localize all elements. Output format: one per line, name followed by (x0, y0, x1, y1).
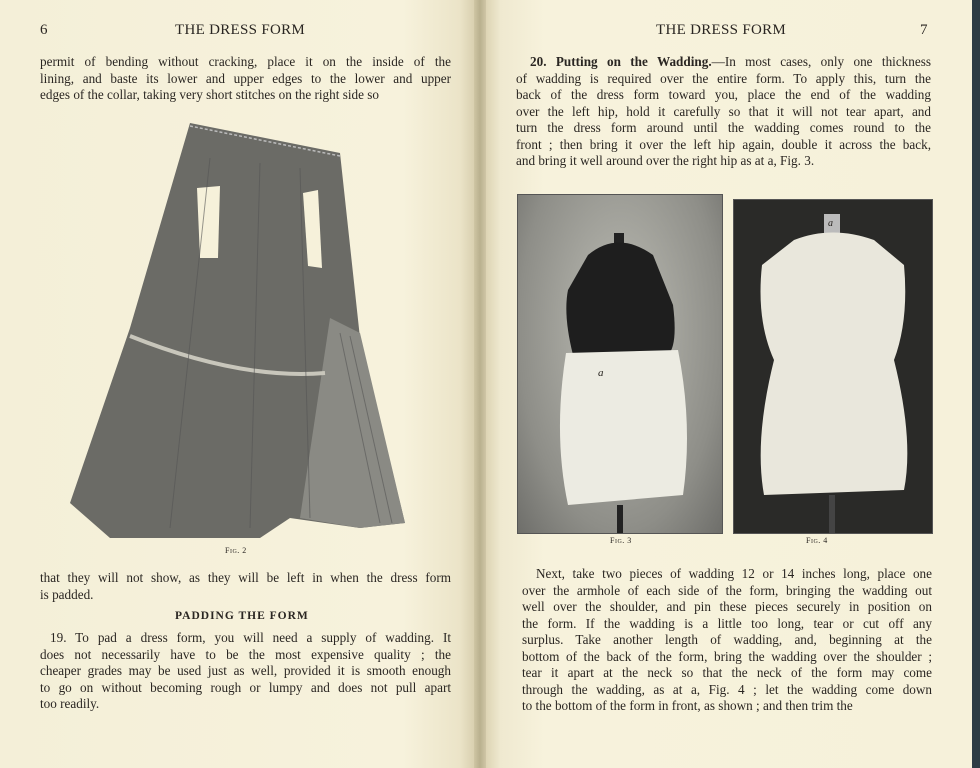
text-line (516, 87, 931, 103)
text-line-content: tear it apart at the neck so that the neck of the form may come (522, 665, 932, 680)
text-line (516, 153, 931, 169)
section-heading: PADDING THE FORM (175, 610, 309, 622)
right-page (486, 0, 972, 768)
text-line (40, 647, 451, 663)
figure-2-skirt-illustration (60, 118, 420, 548)
text-line-content: front ; then bring it over the left hip again, double it across the back, (516, 136, 931, 152)
text-line-content: well over the shoulder, and pin these pieces securely in position on (522, 599, 932, 614)
book-gutter (474, 0, 486, 768)
text-line (40, 87, 451, 103)
text-line-content: that they will not show, as they will be left in when the dress form (40, 570, 451, 585)
text-line (516, 120, 931, 136)
text-line (40, 663, 451, 679)
text-line-content: and bring it well around over the right hip as at a, Fig. 3. (516, 153, 815, 168)
text-line (516, 71, 931, 87)
text-line-content: cheaper grades may be used just as well, provided it is smooth enough (40, 663, 451, 678)
text-line-content: turn the dress form around until the wadding comes round to the (516, 120, 931, 135)
figure-caption: Fig. 2 (225, 546, 247, 555)
text-line-content: to go on without becoming rough or lumpy and does not pull apart (40, 679, 451, 695)
text-line (522, 616, 932, 632)
page-number: 7 (920, 22, 928, 38)
text-line (40, 680, 451, 696)
text-line (522, 632, 932, 648)
book-edge (972, 0, 980, 768)
text-line (522, 665, 932, 681)
text-line-content: —In most cases, only one thickness (711, 54, 931, 69)
text-line-content: permit of bending without cracking, place it on the inside of the (40, 54, 451, 69)
figure-label-a: a (598, 367, 604, 379)
text-line (40, 570, 451, 586)
text-line (50, 630, 451, 646)
text-line (536, 566, 932, 582)
left-page (0, 0, 474, 768)
text-line-content: through the wadding, as at a, Fig. 4 ; let the wadding come down (522, 681, 932, 697)
figure-label-a: a (828, 218, 833, 229)
text-line-content: over the left hip, hold it carefully so that it will not tear apart, and (516, 103, 931, 119)
text-line (40, 71, 451, 87)
text-line (530, 54, 931, 70)
text-line-content: does not necessarily have to be the most expensive quality ; the (40, 646, 451, 662)
text-line-content: edges of the collar, taking very short stitches on the right side so (40, 87, 379, 102)
text-line-content: Next, take two pieces of wadding 12 or 14 inches long, place one (536, 566, 932, 581)
figure-3-caption: Fig. 3 (610, 536, 632, 545)
running-head: THE DRESS FORM (175, 22, 306, 38)
paragraph-run-in-heading: 20. Putting on the Wadding. (530, 54, 712, 69)
figure-4-photo (733, 199, 933, 534)
dress-form-wadded-hips (518, 195, 722, 533)
text-line-content: the form. If the wadding is a little too long, tear or cut off any (522, 615, 932, 631)
text-line (40, 696, 451, 712)
figure-3-photo (517, 194, 723, 534)
dress-form-fully-wadded (734, 200, 932, 533)
text-line-content: 19. To pad a dress form, you will need a supply of wadding. It (50, 630, 451, 645)
text-line (522, 583, 932, 599)
text-line-content: surplus. Take another length of wadding, and, beginning at the (522, 632, 932, 647)
text-line-content: is padded. (40, 586, 94, 602)
text-line (522, 649, 932, 665)
text-line-content: lining, and baste its lower and upper edges to the lower and upper (40, 70, 451, 86)
text-line-content: too readily. (40, 696, 100, 711)
text-line-content: bottom of the back of the form, bring the wadding over the shoulder ; (522, 648, 932, 664)
text-line-content: back of the dress form toward you, place the end of the wadding (516, 87, 931, 102)
text-line (522, 599, 932, 615)
text-line (516, 104, 931, 120)
figure-4-caption: Fig. 4 (806, 536, 828, 545)
text-line (516, 137, 931, 153)
text-line-content: of wadding is required over the entire form. To apply this, turn the (516, 70, 931, 86)
text-line-content: over the armhole of each side of the form, bringing the wadding out (522, 582, 932, 598)
text-line (40, 587, 451, 603)
text-line (40, 54, 451, 70)
text-line-content: to the bottom of the form in front, as shown ; and then trim the (522, 698, 853, 713)
text-line (522, 698, 932, 714)
running-head: THE DRESS FORM (656, 22, 787, 38)
page-number: 6 (40, 22, 48, 38)
text-line (522, 682, 932, 698)
